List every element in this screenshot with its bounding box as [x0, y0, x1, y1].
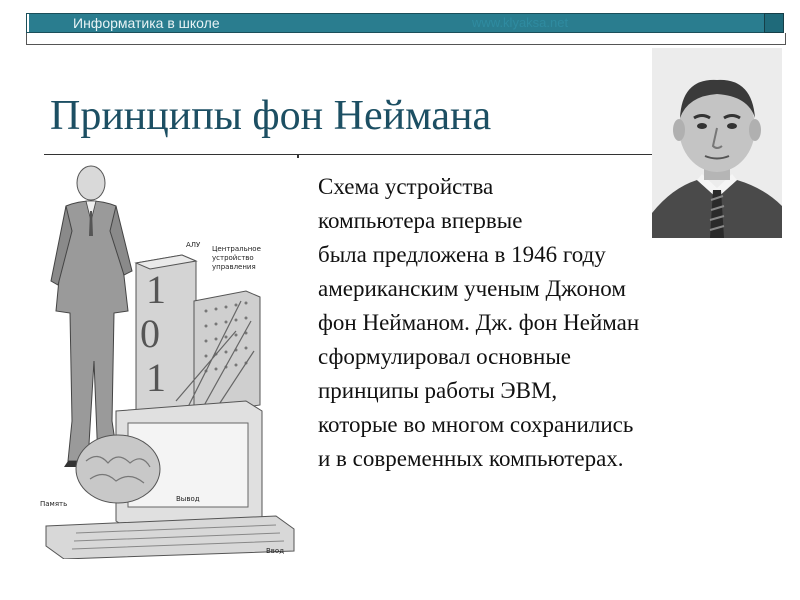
header-title: Информатика в школе [73, 15, 220, 31]
computer-scheme-illustration [36, 161, 300, 559]
scheme-drawing [36, 161, 300, 559]
body-line: была предложена в 1946 году [318, 242, 606, 267]
label-cu-2: устройство [212, 254, 254, 262]
body-line: Схема устройства [318, 174, 494, 199]
title-divider-tick [297, 155, 299, 158]
input-keyboard [46, 516, 294, 559]
header-url-link[interactable]: www.klyaksa.net [472, 15, 569, 30]
body-line: и в современных компьютерах. [318, 446, 624, 471]
portrait-image [652, 48, 782, 238]
digit-0: 0 [140, 311, 160, 356]
label-memory: Память [40, 500, 68, 508]
body-line: американским ученым Джоном [318, 276, 626, 301]
header-accent-line [27, 14, 29, 32]
body-line: фон Нейманом. Дж. фон Нейман [318, 310, 640, 335]
title-divider [44, 154, 664, 155]
label-alu: АЛУ [186, 241, 201, 249]
body-line: сформулировал основные [318, 344, 571, 369]
label-input: Ввод [266, 547, 285, 555]
digit-1-top: 1 [146, 267, 166, 312]
header-shadow-frame [26, 33, 786, 45]
digit-1-bottom: 1 [146, 355, 166, 400]
brain-memory [40, 435, 160, 508]
label-output: Вывод [176, 495, 200, 503]
body-line: принципы работы ЭВМ, [318, 378, 558, 403]
label-cu-3: управления [212, 263, 256, 271]
header-end-block [764, 13, 784, 33]
header-bar [26, 13, 770, 33]
body-line: которые во многом сохранились [318, 412, 634, 437]
slide-title: Принципы фон Неймана [50, 93, 492, 139]
digit-block [136, 255, 196, 417]
von-neumann-portrait [652, 48, 782, 238]
body-line: компьютера впервые [318, 208, 523, 233]
label-cu-1: Центральное [212, 245, 261, 253]
